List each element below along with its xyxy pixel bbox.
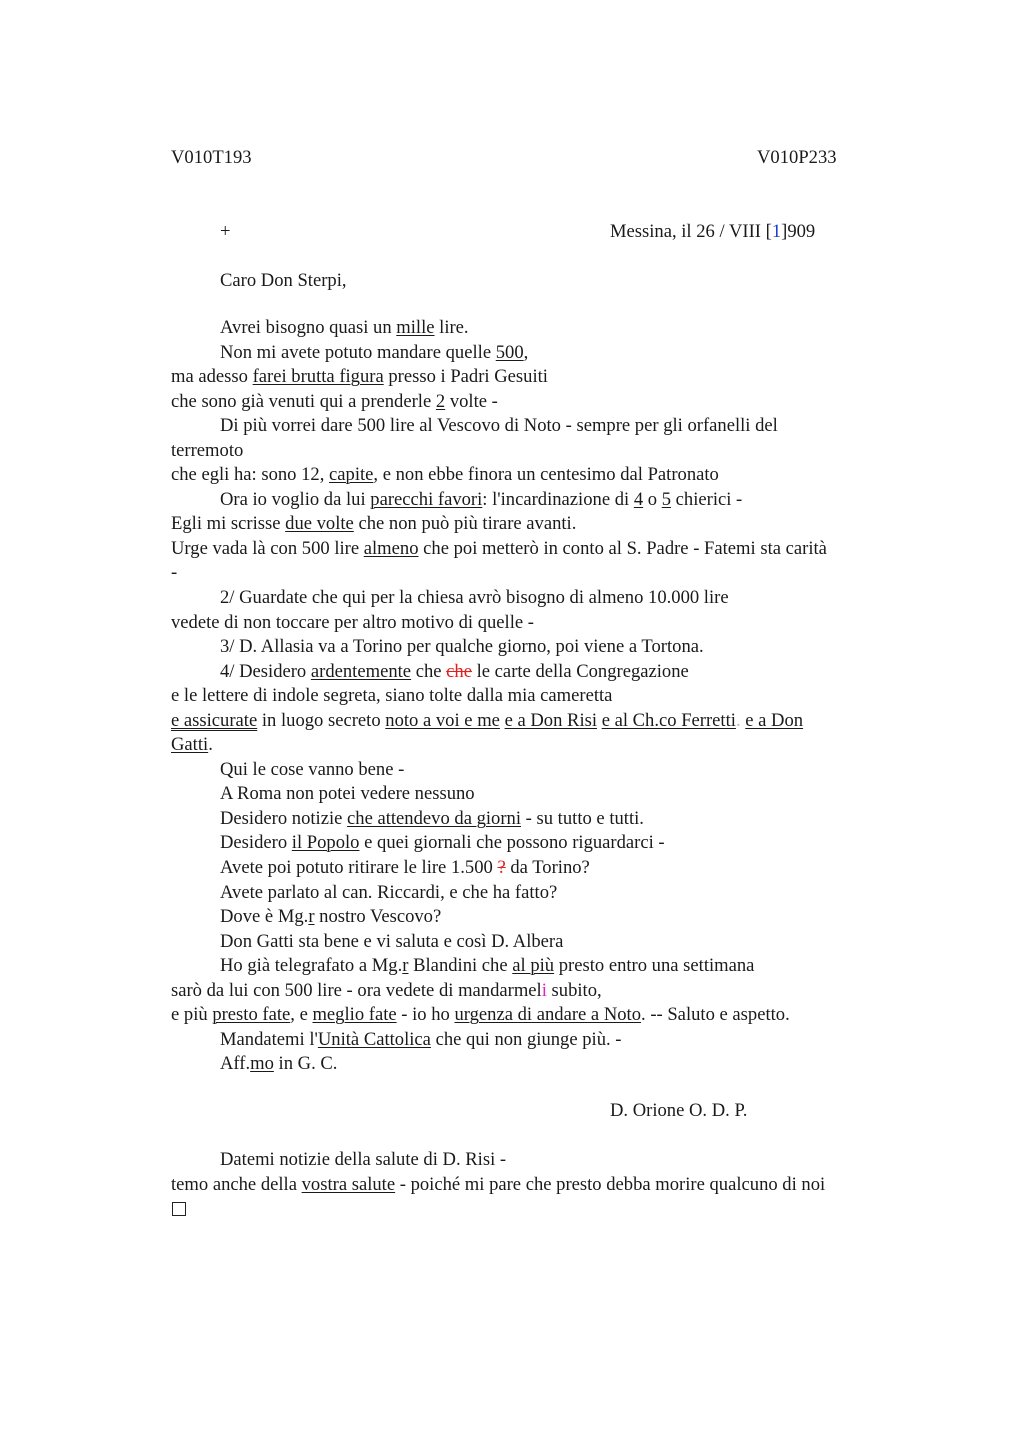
body-line: Gatti. [171,734,213,756]
body-line: Avrei bisogno quasi un mille lire. [220,317,469,338]
body-line: Avete poi potuto ritirare le lire 1.500 ? da Torino? [220,857,590,879]
body-line: Di più vorrei dare 500 lire al Vescovo di Noto - sempre per gli orfanelli del [220,415,778,437]
body-line: - [171,562,178,584]
deleted-mark: ? [497,857,506,879]
body-line: 3/ D. Allasia va a Torino per qualche giorno, poi viene a Tortona. [220,636,704,658]
body-line: Don Gatti sta bene e vi saluta e così D. Albera [220,930,564,952]
body-line: Avete parlato al can. Riccardi, e che ha fatto? [220,881,558,903]
body-line: e le lettere di indole segreta, siano tolte dalla mia cameretta [171,685,613,707]
body-line: Aff.mo in G. C. [220,1053,338,1075]
body-line: Desidero il Popolo e quei giornali che possono riguardarci - [220,832,665,854]
body-line: vedete di non toccare per altro motivo di quelle - [171,611,534,633]
signature: D. Orione O. D. P. [610,1100,748,1121]
cross-mark: + [220,221,231,242]
body-line: sarò da lui con 500 lire - ora vedete di mandarmeli subito, [171,979,602,1001]
body-line: Qui le cose vanno bene - [220,758,405,780]
postscript-line-1: Datemi notizie della salute di D. Risi - [220,1149,507,1170]
body-line: A Roma non potei vedere nessuno [220,783,475,805]
body-line: Dove è Mg.r nostro Vescovo? [220,906,442,928]
body-line: e assicurate in luogo secreto noto a voi e me e a Don Risi e al Ch.co Ferretti. e a Don [171,709,804,731]
body-line: Egli mi scrisse due volte che non può più tirare avanti. [171,513,577,535]
header-right-code: V010P233 [757,147,837,168]
body-line: Ho già telegrafato a Mg.r Blandini che al più presto entro una settimana [220,955,755,977]
body-line: Mandatemi l'Unità Cattolica che qui non giunge più. - [220,1028,622,1050]
body-line: che egli ha: sono 12, capite, e non ebbe finora un centesimo dal Patronato [171,464,719,486]
body-line: ma adesso farei brutta figura presso i Padri Gesuiti [171,366,548,388]
end-box-icon [172,1196,186,1223]
body-line: 4/ Desidero ardentemente che che le carte della Congregazione [220,660,689,682]
place-date: Messina, il 26 / VIII [1]909 [610,221,816,242]
greeting: Caro Don Sterpi, [220,270,347,291]
body-line: che sono già venuti qui a prenderle 2 volte - [171,390,498,412]
postscript-line-2: temo anche della vostra salute - poiché mi pare che presto debba morire qualcuno di noi [171,1174,826,1195]
body-line: 2/ Guardate che qui per la chiesa avrò bisogno di almeno 10.000 lire [220,587,729,609]
body-line: e più presto fate, e meglio fate - io ho urgenza di andare a Noto. -- Saluto e aspetto. [171,1004,790,1026]
body-line: terremoto [171,439,244,461]
letter-body [171,316,906,1077]
body-line: Urge vada là con 500 lire almeno che poi metterò in conto al S. Padre - Fatemi sta carità [171,537,827,559]
body-line: Ora io voglio da lui parecchi favori: l'incardinazione di 4 o 5 chierici - [220,488,743,510]
body-line: Non mi avete potuto mandare quelle 500, [220,341,529,363]
body-line: Desidero notizie che attendevo da giorni - su tutto e tutti. [220,807,644,829]
header-left-code: V010T193 [171,147,252,168]
deleted-word: che [446,660,472,682]
